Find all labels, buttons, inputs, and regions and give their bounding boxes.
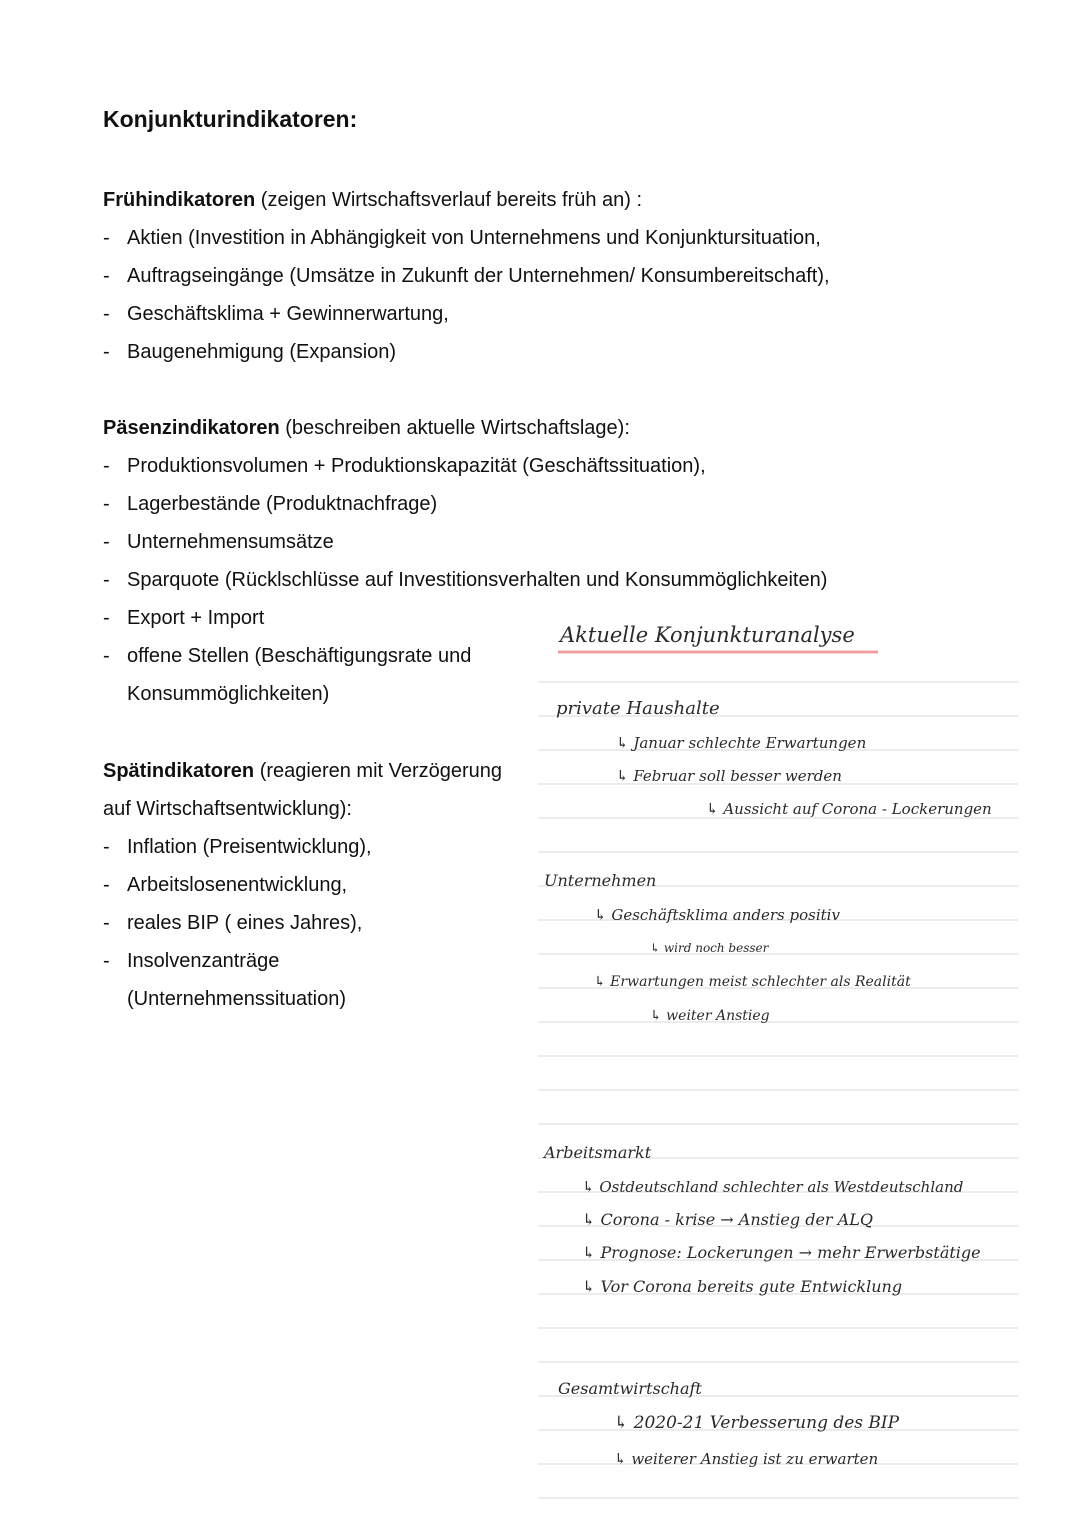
notes-line: ↳ Aussicht auf Corona - Lockerungen xyxy=(706,800,992,818)
section-heading xyxy=(103,409,827,447)
notes-line: ↳ weiterer Anstieg ist zu erwarten xyxy=(614,1450,879,1468)
list-item: - Arbeitslosenentwicklung, xyxy=(103,874,348,896)
list-item: - Export + Import xyxy=(103,607,265,629)
heading-rest: (reagieren mit Verzögerung auf Wirtschaftsentwicklung): xyxy=(103,760,503,820)
list-item: - Sparquote (Rücklschlüsse auf Investitionsverhalten und Konsummöglichkeiten) xyxy=(103,569,828,591)
list-item: - Insolvenzanträge (Unternehmenssituation) xyxy=(103,950,346,1010)
notes-line: ↳ wird noch besser xyxy=(650,941,769,955)
notes-line: ↳ weiter Anstieg xyxy=(650,1008,770,1024)
notes-title: Aktuelle Konjunkturanalyse xyxy=(560,623,855,647)
notes-section-heading: Unternehmen xyxy=(544,871,657,890)
indicator-list xyxy=(103,219,830,371)
list-item: - Unternehmensumsätze xyxy=(103,531,334,553)
notes-line: ↳ Corona - krise → Anstieg der ALQ xyxy=(582,1210,873,1229)
notes-line: ↳ Februar soll besser werden xyxy=(616,767,842,785)
document-title: Konjunkturindikatoren: xyxy=(103,106,358,132)
heading-rest: (beschreiben aktuelle Wirtschaftslage): xyxy=(279,417,630,439)
notes-line: ↳ Geschäftsklima anders positiv xyxy=(594,906,840,924)
heading-bold: Spätindikatoren xyxy=(103,760,255,782)
notes-line: ↳ Erwartungen meist schlechter als Realität xyxy=(594,974,911,990)
notes-line: ↳ Januar schlechte Erwartungen xyxy=(616,734,867,752)
heading-bold: Päsenzindikatoren xyxy=(103,417,280,439)
section-spaetindikatoren xyxy=(103,752,523,1018)
section-fruehindikatoren xyxy=(103,181,830,371)
section-heading xyxy=(103,752,523,828)
notes-section-heading: Arbeitsmarkt xyxy=(544,1143,652,1162)
heading-rest: (zeigen Wirtschaftsverlauf bereits früh an) : xyxy=(255,189,643,211)
heading-bold: Frühindikatoren xyxy=(103,189,256,211)
list-item: - Geschäftsklima + Gewinnerwartung, xyxy=(103,303,449,325)
list-item: - Produktionsvolumen + Produktionskapazität (Geschäftssituation), xyxy=(103,455,706,477)
list-item: - Inflation (Preisentwicklung), xyxy=(103,836,372,858)
notes-line: ↳ Prognose: Lockerungen → mehr Erwerbstätige xyxy=(582,1243,981,1262)
list-item: - offene Stellen (Beschäftigungsrate und Konsummöglichkeiten) xyxy=(103,645,472,705)
list-item: - Auftragseingänge (Umsätze in Zukunft der Unternehmen/ Konsumbereitschaft), xyxy=(103,265,830,287)
handwritten-notes xyxy=(538,618,1018,1508)
notes-line: ↳ Vor Corona bereits gute Entwicklung xyxy=(582,1277,903,1296)
notebook-page xyxy=(538,618,1018,1508)
list-item: - Aktien (Investition in Abhängigkeit von Unternehmens und Konjunktursituation, xyxy=(103,227,821,249)
indicator-list xyxy=(103,828,523,1018)
section-heading xyxy=(103,181,830,219)
list-item: - Lagerbestände (Produktnachfrage) xyxy=(103,493,438,515)
notes-section-heading: private Haushalte xyxy=(556,698,720,719)
notes-line: ↳ Ostdeutschland schlechter als Westdeutschland xyxy=(582,1178,964,1196)
notes-section-heading: Gesamtwirtschaft xyxy=(558,1379,702,1398)
list-item: - Baugenehmigung (Expansion) xyxy=(103,341,397,363)
list-item: - reales BIP ( eines Jahres), xyxy=(103,912,363,934)
notes-line: ↳ 2020-21 Verbesserung des BIP xyxy=(614,1413,900,1433)
